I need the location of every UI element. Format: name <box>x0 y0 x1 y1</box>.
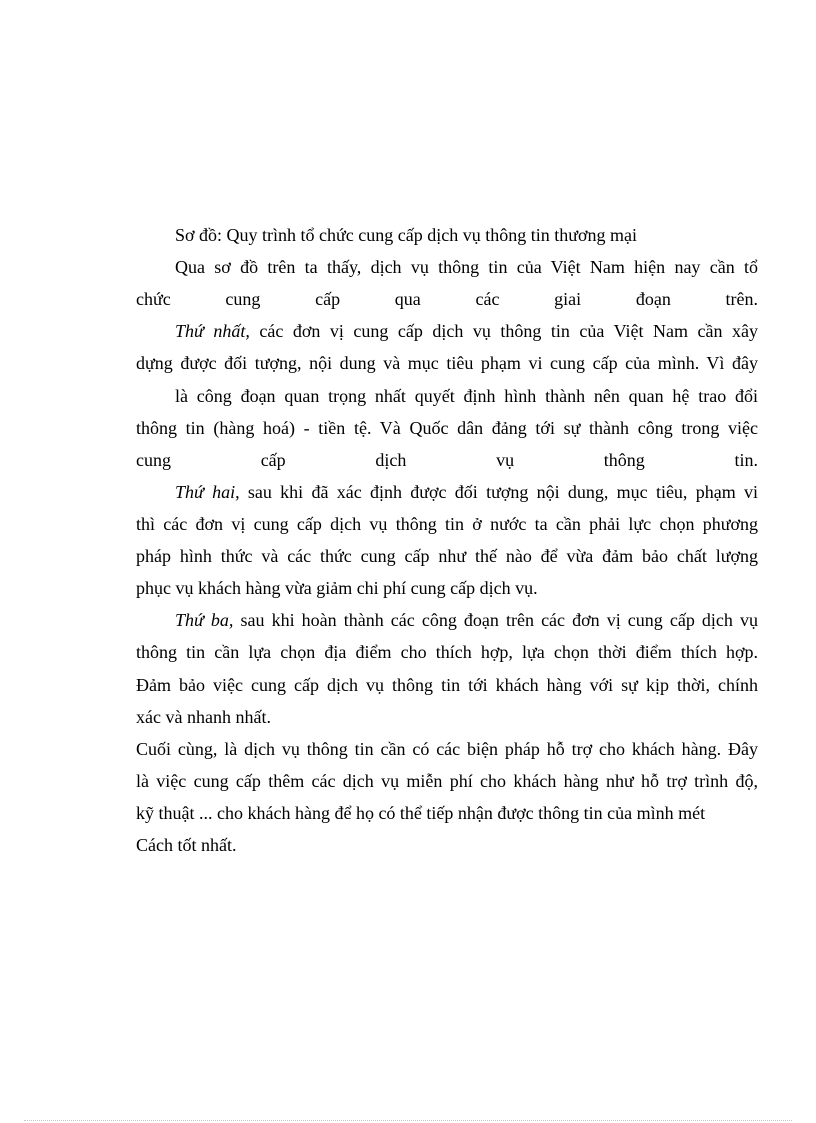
text-line: Thứ nhất, các đơn vị cung cấp dịch vụ thông tin của Việt Nam cần xây <box>175 321 758 341</box>
text-line: phục vụ khách hàng vừa giảm chi phí cung cấp dịch vụ. <box>136 578 538 598</box>
text-line: Cách tốt nhất. <box>136 835 237 855</box>
emphasis-lead: Thứ ba, <box>175 610 234 630</box>
text-line: Thứ hai, sau khi đã xác định được đối tượng nội dung, mục tiêu, phạm vi <box>175 482 758 502</box>
text-line: thông tin cần lựa chọn địa điểm cho thích hợp, lựa chọn thời điểm thích hợp. <box>136 642 758 662</box>
text-line: là công đoạn quan trọng nhất quyết định hình thành nên quan hệ trao đổi <box>175 386 758 406</box>
emphasis-lead: Thứ hai <box>175 482 236 502</box>
text-line: Qua sơ đồ trên ta thấy, dịch vụ thông tin của Việt Nam hiện nay cần tổ <box>175 257 758 277</box>
text-line: thì các đơn vị cung cấp dịch vụ thông tin ở nước ta cần phải lực chọn phương <box>136 514 758 534</box>
text-line: xác và nhanh nhất. <box>136 707 271 727</box>
text-line: thông tin (hàng hoá) - tiền tệ. Và Quốc dân đảng tới sự thành công trong việc <box>136 418 758 438</box>
emphasis-lead: Thứ nhất, <box>175 321 250 341</box>
text-line: là việc cung cấp thêm các dịch vụ miễn phí cho khách hàng như hỗ trợ trình độ, <box>136 771 758 791</box>
page-bottom-divider <box>24 1120 792 1121</box>
text-line: chức cung cấp qua các giai đoạn trên. <box>136 289 758 309</box>
diagram-caption: Sơ đồ: Quy trình tổ chức cung cấp dịch vụ thông tin thương mại <box>175 225 637 245</box>
text-line: Thứ ba, sau khi hoàn thành các công đoạn trên các đơn vị cung cấp dịch vụ <box>175 610 759 630</box>
text-line: pháp hình thức và các thức cung cấp như thế nào để vừa đảm bảo chất lượng <box>136 546 758 566</box>
text-line: kỹ thuật ... cho khách hàng để họ có thể tiếp nhận được thông tin của mình mét <box>136 803 706 823</box>
text-line: Đảm bảo việc cung cấp dịch vụ thông tin tới khách hàng với sự kịp thời, chính <box>136 675 758 695</box>
text-line: Cuối cùng, là dịch vụ thông tin cần có các biện pháp hỗ trợ cho khách hàng. Đây <box>136 739 758 759</box>
text-line: dựng được đối tượng, nội dung và mục tiêu phạm vi cung cấp của mình. Vì đây <box>136 353 758 373</box>
text-line: cung cấp dịch vụ thông tin. <box>136 450 758 470</box>
